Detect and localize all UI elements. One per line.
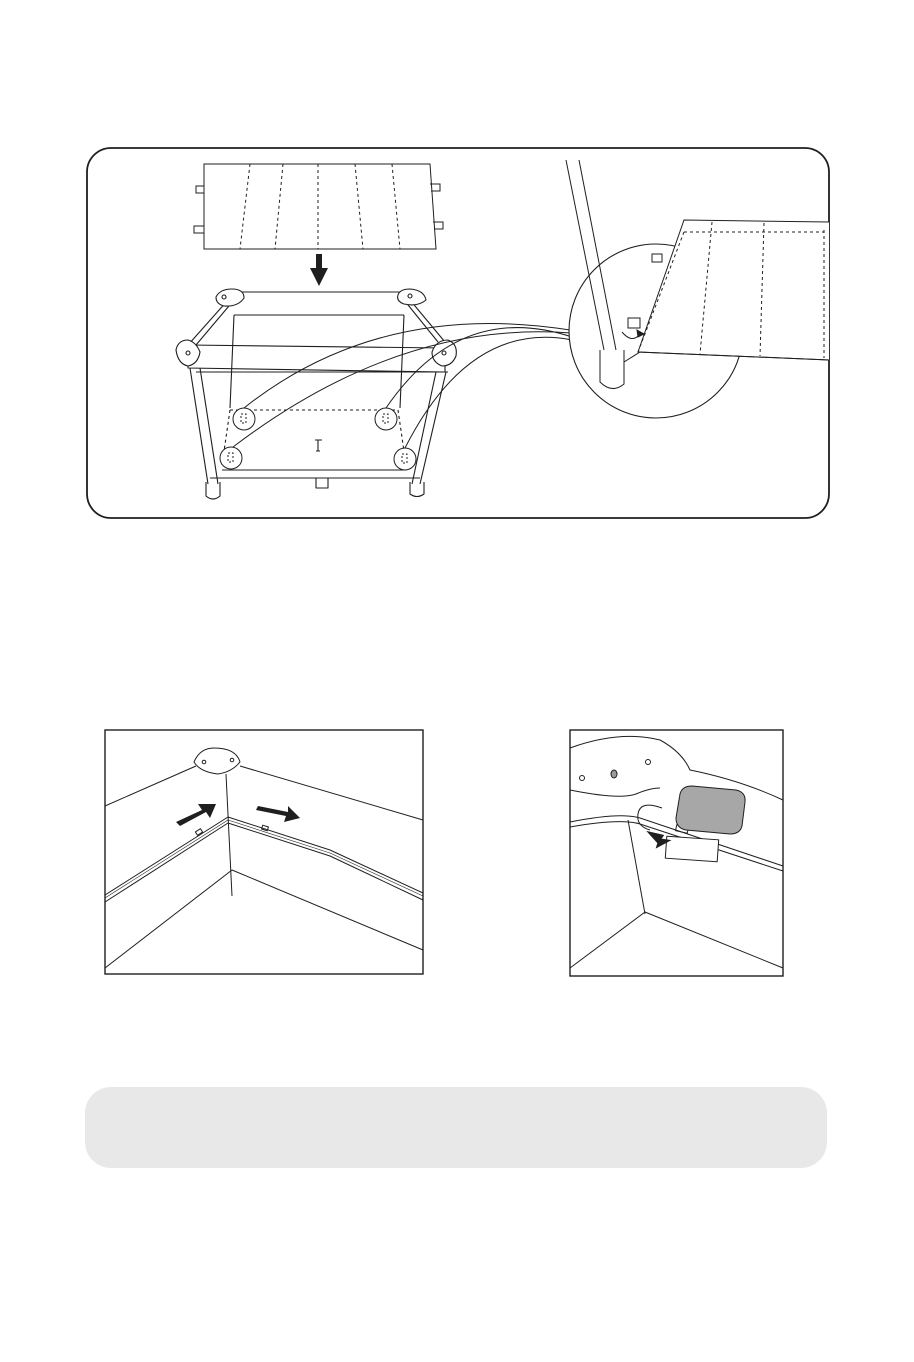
figure-zipper-tuck bbox=[569, 729, 784, 978]
note-panel bbox=[85, 1087, 827, 1168]
mattress-install-drawing bbox=[86, 147, 830, 519]
figure-mattress-install bbox=[86, 147, 830, 519]
zipper-close-drawing bbox=[104, 729, 424, 975]
figure-frame bbox=[105, 730, 423, 974]
zipper-tuck-drawing bbox=[569, 729, 784, 978]
pocket-icon bbox=[676, 786, 745, 834]
figure-zipper-close bbox=[104, 729, 424, 975]
mattress-icon bbox=[194, 164, 443, 249]
